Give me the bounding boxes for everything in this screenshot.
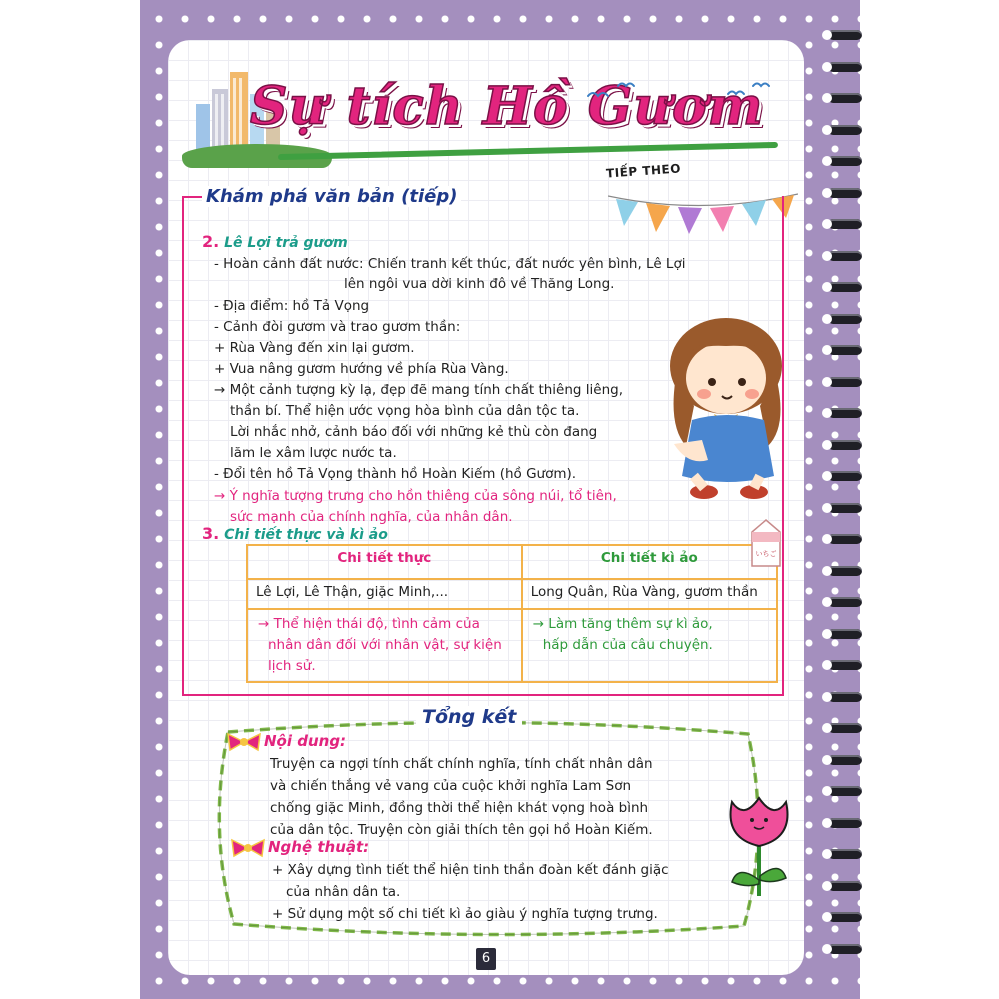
spiral-ring: [828, 629, 862, 639]
spiral-ring: [828, 818, 862, 828]
spiral-hole: [822, 566, 832, 576]
spiral-ring: [828, 219, 862, 229]
spiral-ring: [828, 345, 862, 355]
text-line: - Cảnh đòi gươm và trao gươm thần:: [214, 319, 461, 335]
spiral-hole: [822, 30, 832, 40]
spiral-hole: [822, 219, 832, 229]
bow-icon: [230, 838, 266, 858]
content-label: Nội dung:: [264, 732, 347, 750]
spiral-ring: [828, 30, 862, 40]
summary-line: + Sử dụng một số chi tiết kì ảo giàu ý nghĩa tượng trưng.: [272, 906, 658, 922]
cell-line: hấp dẫn của câu chuyện.: [542, 637, 713, 653]
spiral-ring: [828, 251, 862, 261]
spiral-hole: [822, 408, 832, 418]
bird-icon: [578, 76, 778, 116]
spiral-ring: [828, 188, 862, 198]
spiral-ring: [828, 786, 862, 796]
summary-line: chống giặc Minh, đồng thời thể hiện khát vọng hoà bình: [270, 800, 649, 816]
spiral-hole: [822, 314, 832, 324]
spiral-hole: [822, 440, 832, 450]
summary-line: của nhân dân ta.: [286, 884, 401, 900]
spiral-ring: [828, 944, 862, 954]
cell-line: → Thể hiện thái độ, tình cảm của: [258, 616, 480, 632]
spiral-hole: [822, 660, 832, 670]
summary-line: Truyện ca ngợi tính chất chính nghĩa, tính chất nhân dân: [270, 756, 653, 772]
text-line: → Một cảnh tượng kỳ lạ, đẹp đẽ mang tính chất thiêng liêng,: [214, 382, 623, 398]
spiral-hole: [822, 534, 832, 544]
spiral-hole: [822, 755, 832, 765]
summary-line: + Xây dựng tình tiết thể hiện tinh thần đoàn kết đánh giặc: [272, 862, 669, 878]
spiral-hole: [822, 62, 832, 72]
text-line: - Địa điểm: hồ Tả Vọng: [214, 298, 370, 314]
part3-heading: [202, 524, 388, 543]
text-line: lăm le xâm lược nước ta.: [230, 445, 397, 461]
continued-tag: TIẾP THEO: [605, 161, 682, 181]
text-line: + Vua nâng gươm hướng về phía Rùa Vàng.: [214, 361, 509, 377]
spiral-ring: [828, 62, 862, 72]
spiral-ring: [828, 314, 862, 324]
spiral-hole: [822, 597, 832, 607]
summary-line: của dân tộc. Truyện còn giải thích tên gọi hồ Hoàn Kiếm.: [270, 822, 653, 838]
page-title: Sự tích Hồ Gươm: [250, 76, 764, 137]
spiral-ring: [828, 503, 862, 513]
text-line: - Đổi tên hồ Tả Vọng thành hồ Hoàn Kiếm (hồ Gươm).: [214, 466, 577, 482]
milk-carton-icon: [746, 518, 786, 568]
title-area: [168, 40, 804, 190]
spiral-hole: [822, 503, 832, 513]
spiral-hole: [822, 471, 832, 481]
cell-line: → Làm tăng thêm sự kì ảo,: [532, 616, 713, 632]
spiral-ring: [828, 849, 862, 859]
spiral-ring: [828, 566, 862, 576]
spiral-ring: [828, 377, 862, 387]
detail-table: [246, 544, 778, 683]
cell-real: Lê Lợi, Lê Thận, giặc Minh,...: [247, 579, 522, 609]
spiral-ring: [828, 723, 862, 733]
cell-real-meaning: [247, 609, 522, 682]
spiral-hole: [822, 156, 832, 166]
text-line: - Hoàn cảnh đất nước: Chiến tranh kết thúc, đất nước yên bình, Lê Lợi: [214, 256, 686, 272]
spiral-ring: [828, 597, 862, 607]
header-magic: Chi tiết kì ảo: [522, 545, 777, 579]
spiral-ring: [828, 440, 862, 450]
spiral-hole: [822, 93, 832, 103]
spiral-ring: [828, 93, 862, 103]
part2-heading: [202, 232, 348, 251]
spiral-hole: [822, 345, 832, 355]
cell-line: nhân dân đối với nhân vật, sự kiện: [268, 637, 502, 653]
spiral-ring: [828, 881, 862, 891]
spiral-hole: [822, 912, 832, 922]
spiral-hole: [822, 377, 832, 387]
text-line: Lời nhắc nhở, cảnh báo đối với những kẻ thù còn đang: [230, 424, 598, 440]
spiral-hole: [822, 944, 832, 954]
table-header-row: [247, 545, 777, 579]
text-line: lên ngôi vua dời kinh đô về Thăng Long.: [344, 276, 615, 292]
section-title: Khám phá văn bản (tiếp): [202, 186, 461, 207]
summary-title: Tổng kết: [416, 706, 522, 728]
spiral-ring: [828, 660, 862, 670]
spiral-ring: [828, 125, 862, 135]
part3-number: 3.: [202, 524, 220, 543]
spiral-ring: [828, 471, 862, 481]
part3-title: Chi tiết thực và kì ảo: [224, 527, 388, 543]
spiral-hole: [822, 881, 832, 891]
spiral-hole: [822, 818, 832, 828]
cell-magic-meaning: [522, 609, 777, 682]
spiral-ring: [828, 912, 862, 922]
milk-label: いちご: [755, 550, 777, 558]
spiral-binding: [828, 30, 868, 990]
spiral-hole: [822, 849, 832, 859]
spiral-hole: [822, 125, 832, 135]
notebook-page: [168, 40, 804, 975]
cell-magic: Long Quân, Rùa Vàng, gươm thần: [522, 579, 777, 609]
header-real: Chi tiết thực: [247, 545, 522, 579]
table-row: [247, 579, 777, 609]
spiral-hole: [822, 251, 832, 261]
spiral-hole: [822, 692, 832, 702]
spiral-ring: [828, 408, 862, 418]
part2-number: 2.: [202, 232, 220, 251]
spiral-ring: [828, 156, 862, 166]
art-label: Nghệ thuật:: [268, 838, 370, 856]
bow-icon: [226, 732, 262, 752]
girl-illustration: [664, 316, 794, 506]
table-row: [247, 609, 777, 682]
text-line: + Rùa Vàng đến xin lại gươm.: [214, 340, 415, 356]
spiral-hole: [822, 723, 832, 733]
summary-line: và chiến thắng vẻ vang của cuộc khởi nghĩa Lam Sơn: [270, 778, 632, 794]
text-line: → Ý nghĩa tượng trưng cho hồn thiêng của sông núi, tổ tiên,: [214, 488, 617, 504]
spiral-ring: [828, 282, 862, 292]
spiral-ring: [828, 692, 862, 702]
spiral-ring: [828, 755, 862, 765]
tulip-icon: [724, 780, 794, 900]
grass-line: [278, 142, 778, 160]
spiral-hole: [822, 282, 832, 292]
spiral-hole: [822, 188, 832, 198]
cell-line: lịch sử.: [268, 658, 316, 674]
text-line: thần bí. Thể hiện ước vọng hòa bình của dân tộc ta.: [230, 403, 580, 419]
text-line: sức mạnh của chính nghĩa, của nhân dân.: [230, 509, 513, 525]
page-number: 6: [476, 948, 496, 970]
section-border: [182, 196, 202, 198]
part2-title: Lê Lợi trả gươm: [224, 235, 348, 251]
spiral-ring: [828, 534, 862, 544]
spiral-hole: [822, 629, 832, 639]
spiral-hole: [822, 786, 832, 796]
